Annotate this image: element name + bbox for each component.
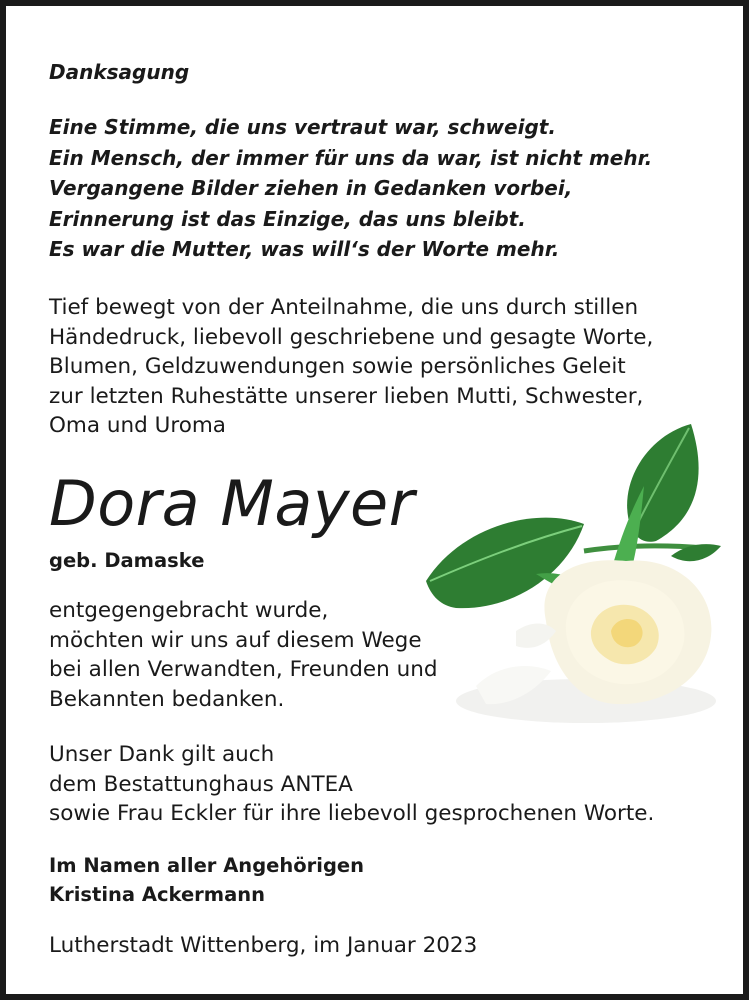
white-rose-icon <box>416 416 736 736</box>
poem-line: Eine Stimme, die uns vertraut war, schweigt. <box>49 115 556 139</box>
closing-line: dem Bestattunghaus ANTEA <box>49 771 353 797</box>
maiden-name: geb. Damaske <box>49 549 205 572</box>
thanks-paragraph <box>49 596 437 714</box>
intro-line: Oma und Uroma <box>49 413 226 439</box>
deceased-name: Dora Mayer <box>49 467 415 540</box>
poem <box>49 112 652 265</box>
poem-line: Ein Mensch, der immer für uns da war, ist nicht mehr. <box>49 145 653 170</box>
thanks-line: entgegengebracht wurde, <box>49 598 329 623</box>
closing-paragraph <box>49 740 654 829</box>
signature-line: Kristina Ackermann <box>49 883 266 906</box>
poem-line: Vergangene Bilder ziehen in Gedanken vorbei, <box>49 176 573 200</box>
poem-line: Es war die Mutter, was will‘s der Worte mehr. <box>49 237 560 261</box>
closing-line: sowie Frau Eckler für ihre liebevoll gesprochenen Worte. <box>49 801 655 827</box>
signature <box>49 851 364 909</box>
signature-line: Im Namen aller Angehörigen <box>49 854 365 877</box>
notice-title: Danksagung <box>49 60 190 84</box>
intro-line: Tief bewegt von der Anteilnahme, die uns durch stillen <box>49 295 639 320</box>
thanks-line: bei allen Verwandten, Freunden und <box>49 657 438 683</box>
intro-line: Blumen, Geldzuwendungen sowie persönliches Geleit <box>49 354 626 380</box>
place-date: Lutherstadt Wittenberg, im Januar 2023 <box>49 933 478 958</box>
poem-line: Erinnerung ist das Einzige, das uns bleibt. <box>49 206 526 231</box>
thanks-line: Bekannten bedanken. <box>49 686 285 712</box>
thanks-line: möchten wir uns auf diesem Wege <box>49 627 422 653</box>
intro-line: zur letzten Ruhestätte unserer lieben Mutti, Schwester, <box>49 383 644 409</box>
intro-line: Händedruck, liebevoll geschriebene und gesagte Worte, <box>49 324 654 350</box>
closing-line: Unser Dank gilt auch <box>49 742 275 767</box>
